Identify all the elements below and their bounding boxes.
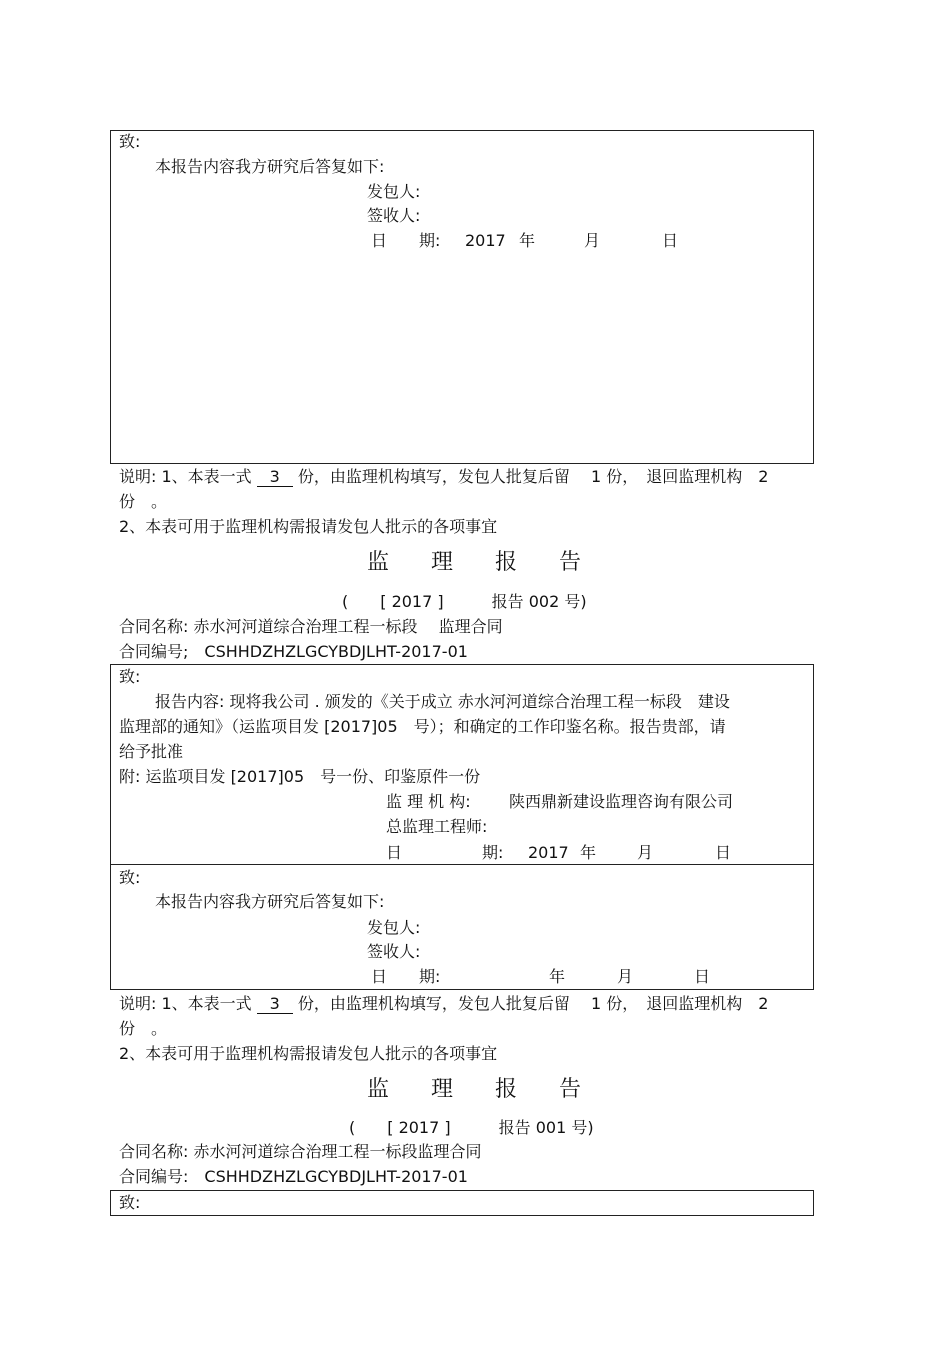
note1-line3: 2、本表可用于监理机构需报请发包人批示的各项事宜 bbox=[119, 517, 498, 536]
report2-title-char-3: 报 bbox=[494, 550, 517, 575]
report2-year-value: 2017 bbox=[528, 843, 569, 862]
report1-title-char-3: 报 bbox=[494, 1077, 517, 1102]
note2-line1 bbox=[119, 994, 768, 1014]
report2-date-label: 日 期: bbox=[386, 843, 504, 862]
reply2-year-unit: 年 bbox=[549, 967, 566, 986]
note1-line1 bbox=[119, 467, 768, 487]
report2-month-unit: 月 bbox=[637, 843, 654, 862]
reply2-to: 致: bbox=[119, 868, 141, 887]
report2-title-char-4: 告 bbox=[558, 550, 581, 575]
note2-line2: 份 。 bbox=[119, 1019, 168, 1038]
report2-content-line3: 给予批准 bbox=[119, 742, 184, 761]
report2-chief-engineer-label: 总监理工程师: bbox=[386, 817, 488, 836]
reply-box-1 bbox=[110, 130, 814, 464]
reply1-date-label: 日 期: bbox=[371, 231, 441, 250]
report2-content-line2: 监理部的通知》（运监项目发 [2017]05 号）；和确定的工作印鉴名称。报告贵部，请 bbox=[119, 717, 726, 736]
reply2-month-unit: 月 bbox=[617, 967, 634, 986]
note2-line3: 2、本表可用于监理机构需报请发包人批示的各项事宜 bbox=[119, 1044, 498, 1063]
report2-title-char-1: 监 bbox=[366, 550, 389, 575]
report1-contract-name: 合同名称: 赤水河河道综合治理工程一标段监理合同 bbox=[119, 1142, 482, 1161]
reply1-month-unit: 月 bbox=[584, 231, 601, 250]
note1-middle: 份，由监理机构填写，发包人批复后留 1 份， 退回监理机构 2 bbox=[297, 467, 769, 486]
reply1-year-unit: 年 bbox=[519, 231, 536, 250]
report2-org-value: 陕西鼎新建设监理咨询有限公司 bbox=[509, 792, 734, 811]
report2-contract-no: 合同编号; CSHHDZHZLGCYBDJLHT-2017-01 bbox=[119, 642, 468, 661]
note2-middle: 份，由监理机构填写，发包人批复后留 1 份， 退回监理机构 2 bbox=[297, 994, 769, 1013]
reply2-receiver-label: 签收人: bbox=[367, 942, 421, 961]
report1-title bbox=[346, 1076, 602, 1104]
reply1-receiver-label: 签收人: bbox=[367, 206, 421, 225]
report1-title-char-4: 告 bbox=[558, 1077, 581, 1102]
report2-title-char-2: 理 bbox=[430, 550, 453, 575]
note1-copies: 3 bbox=[257, 468, 293, 487]
reply1-employer-label: 发包人: bbox=[367, 182, 421, 201]
note1-line2: 份 。 bbox=[119, 492, 168, 511]
reply2-date-label: 日 期: bbox=[371, 967, 441, 986]
report2-divider bbox=[110, 864, 814, 865]
reply1-year-value: 2017 bbox=[465, 231, 506, 250]
reply2-day-unit: 日 bbox=[694, 967, 711, 986]
report1-title-char-1: 监 bbox=[366, 1077, 389, 1102]
report1-to: 致: bbox=[119, 1193, 141, 1212]
report2-to: 致: bbox=[119, 667, 141, 686]
note2-copies: 3 bbox=[257, 995, 293, 1014]
report2-content-line1: 报告内容: 现将我公司 . 颁发的《关于成立 赤水河河道综合治理工程一标段 建设 bbox=[155, 692, 730, 711]
reply2-employer-label: 发包人: bbox=[367, 918, 421, 937]
report2-title bbox=[346, 549, 602, 577]
report1-number: ( [ 2017 ] 报告 001 号) bbox=[349, 1118, 594, 1137]
report2-number: ( [ 2017 ] 报告 002 号) bbox=[342, 592, 587, 611]
reply1-day-unit: 日 bbox=[662, 231, 679, 250]
report1-box bbox=[110, 1190, 814, 1216]
note2-prefix: 说明: 1、本表一式 bbox=[119, 994, 252, 1013]
report1-contract-no: 合同编号: CSHHDZHZLGCYBDJLHT-2017-01 bbox=[119, 1167, 468, 1186]
report2-year-unit: 年 bbox=[580, 843, 597, 862]
report2-attachment: 附: 运监项目发 [2017]05 号一份、印鉴原件一份 bbox=[119, 767, 481, 786]
reply1-to: 致: bbox=[119, 132, 141, 151]
reply1-intro: 本报告内容我方研究后答复如下: bbox=[155, 157, 385, 176]
report2-day-unit: 日 bbox=[715, 843, 732, 862]
report1-title-char-2: 理 bbox=[430, 1077, 453, 1102]
note1-prefix: 说明: 1、本表一式 bbox=[119, 467, 252, 486]
report2-contract-name: 合同名称: 赤水河河道综合治理工程一标段 监理合同 bbox=[119, 617, 503, 636]
reply2-intro: 本报告内容我方研究后答复如下: bbox=[155, 892, 385, 911]
report2-org-label: 监 理 机 构: bbox=[386, 792, 471, 811]
